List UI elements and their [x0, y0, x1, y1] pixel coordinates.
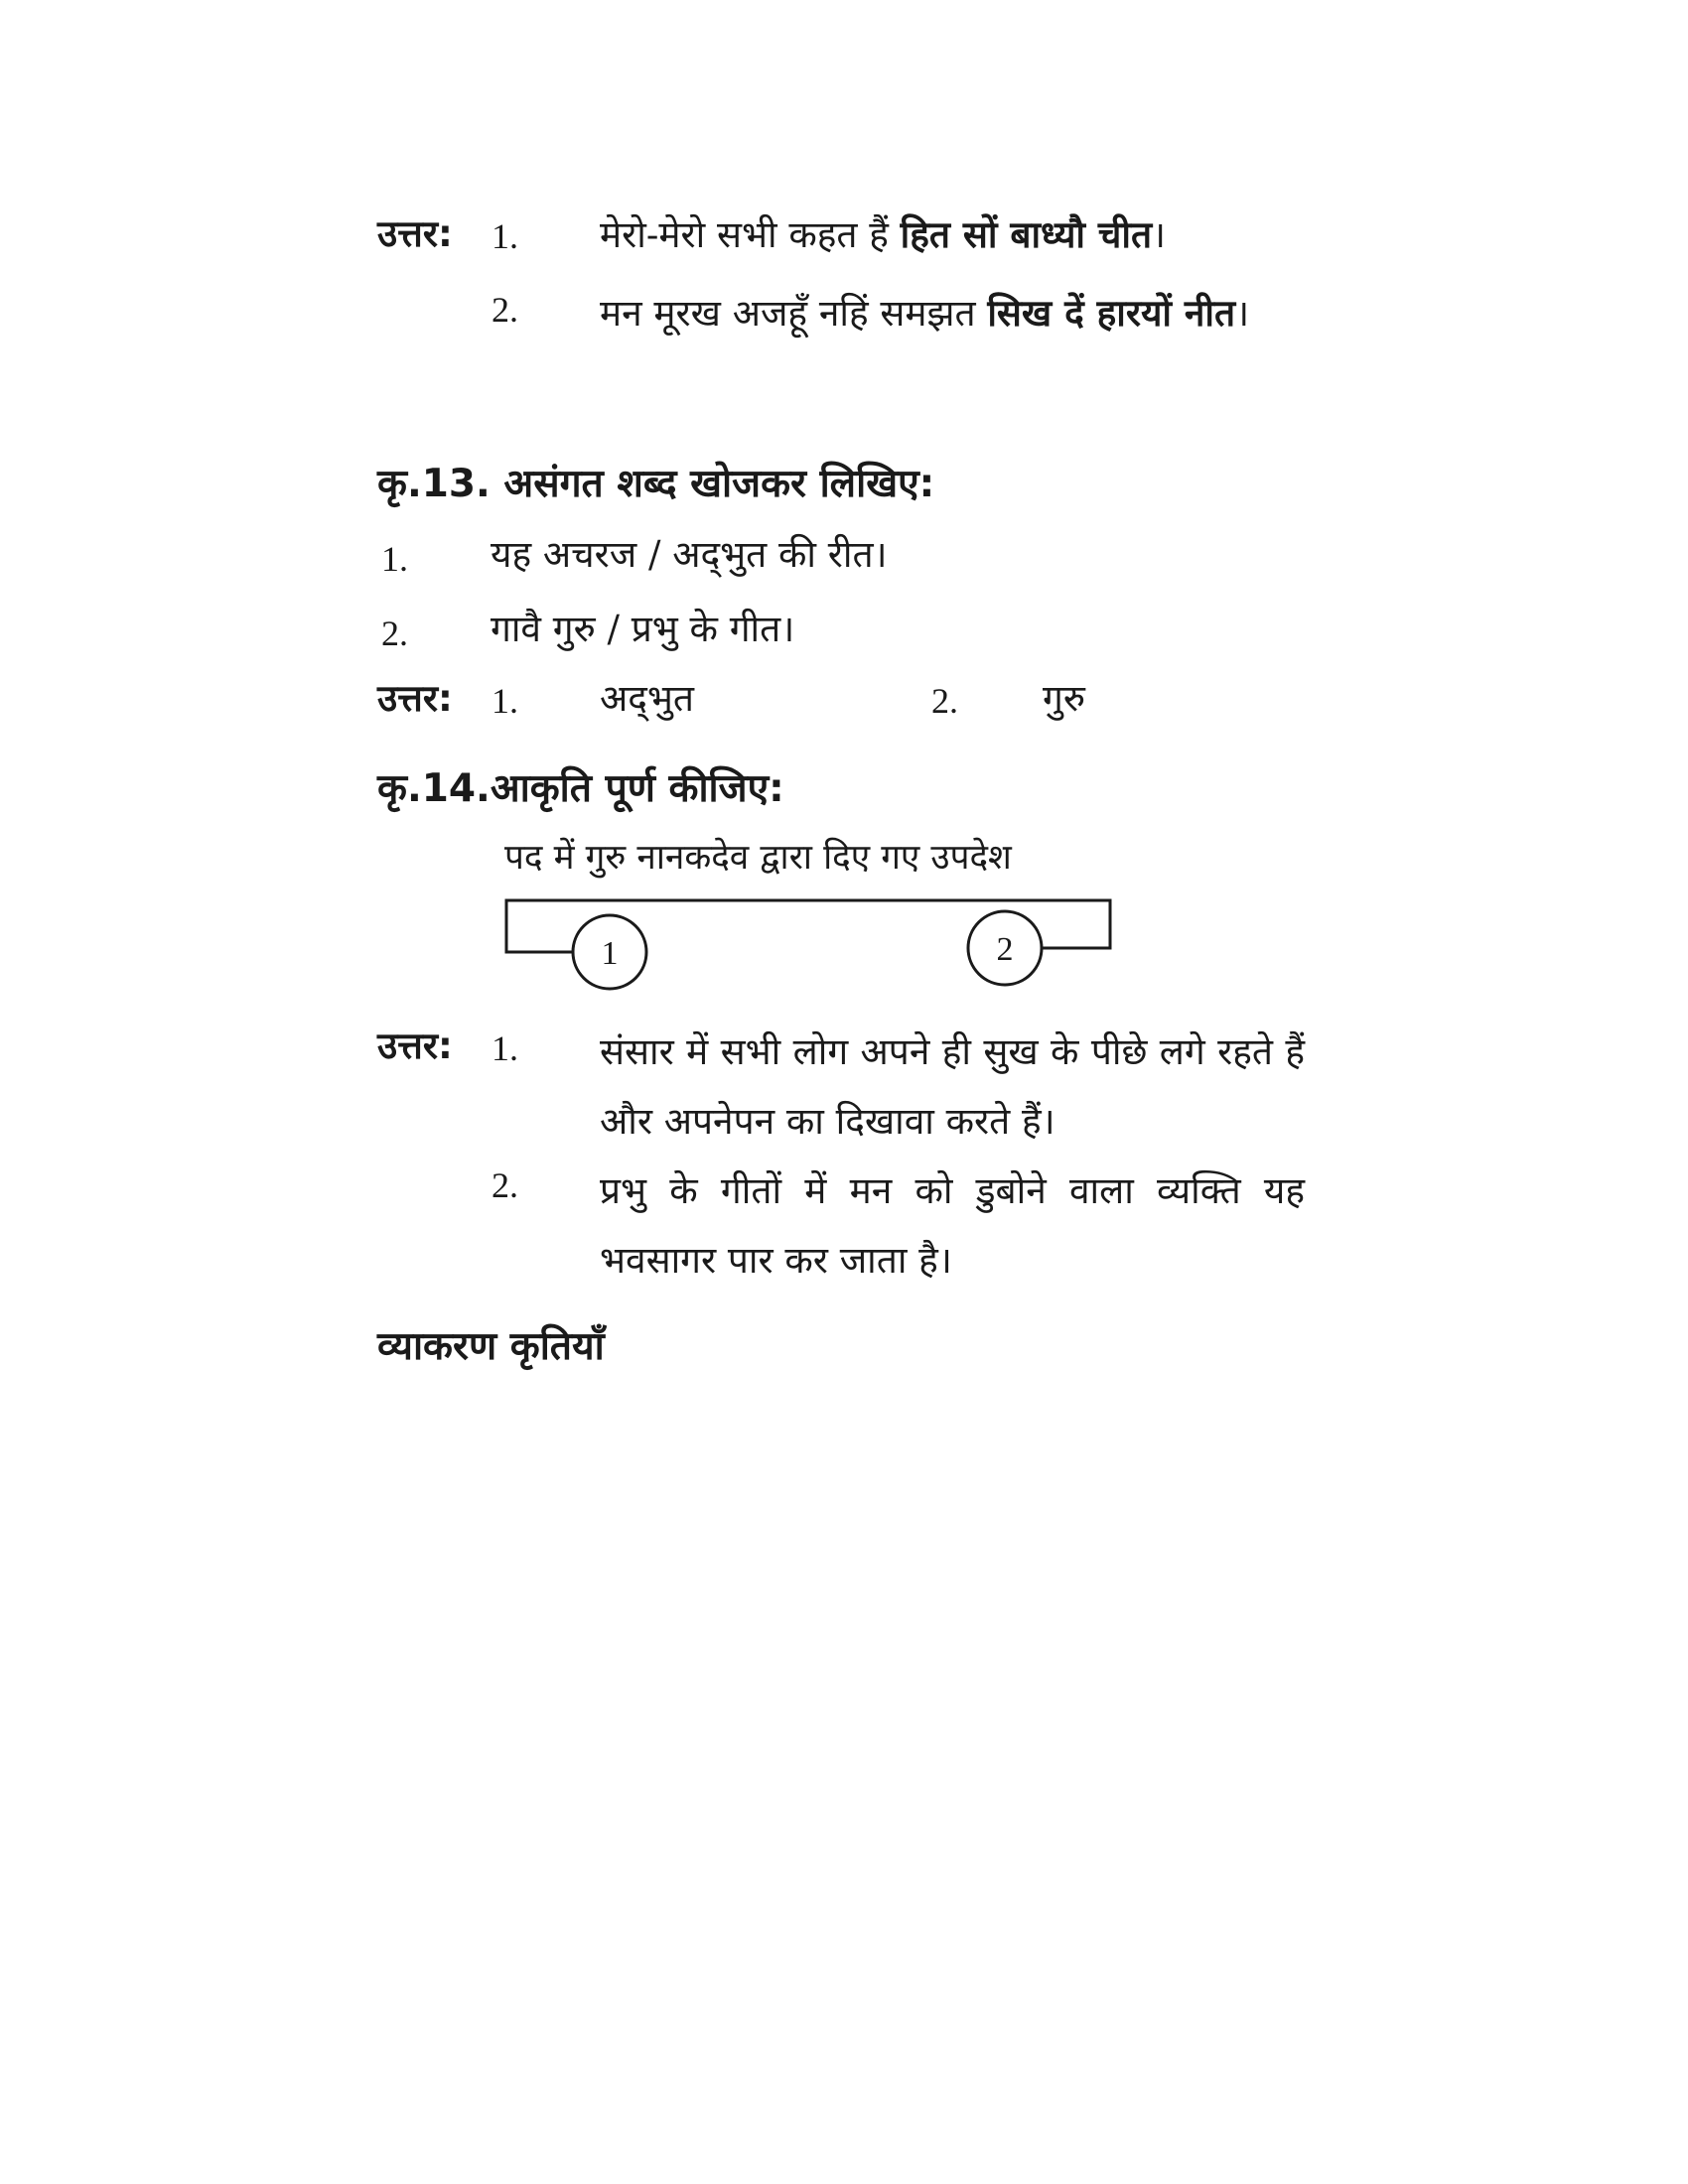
- answer-paragraph: संसार में सभी लोग अपने ही सुख के पीछे लगे रहते हैं और अपनेपन का दिखावा करते हैं।: [600, 1030, 1305, 1143]
- item-text: यह अचरज / अद्‌भुत की रीत।: [491, 533, 888, 576]
- section-heading: व्याकरण कृतियाँ: [377, 1324, 605, 1369]
- answer-bold-text: सिख दें हारयों नीत: [987, 291, 1236, 335]
- question-heading: कृ.14.आकृति पूर्ण कीजिए:: [377, 766, 784, 811]
- answer-number: 2.: [492, 290, 518, 330]
- answer-number: 1.: [492, 1028, 518, 1068]
- answer-number: 1.: [492, 216, 518, 256]
- answer-text: अद्‌भुत: [600, 677, 695, 720]
- answer-text: गुरु: [1043, 677, 1085, 720]
- question-heading: कृ.13. असंगत शब्द खोजकर लिखिए:: [377, 462, 935, 506]
- answer-text: मेरो-मेरो सभी कहत हैं: [600, 213, 901, 256]
- answer-paragraph: प्रभु के गीतों में मन को डुबोने वाला व्यक्ति यह भवसागर पार कर जाता है।: [600, 1169, 1305, 1282]
- item-number: 1.: [381, 539, 408, 579]
- answer-end: ।: [1152, 213, 1167, 256]
- answer-text: मन मूरख अजहूँ नहिं समझत: [600, 292, 988, 335]
- diagram: [496, 888, 1132, 1003]
- answer-end: ।: [1235, 292, 1250, 335]
- answer-number: 2.: [492, 1165, 518, 1205]
- answer-label: उत्तर:: [377, 677, 453, 720]
- answer-number: 2.: [931, 681, 958, 721]
- answer-label: उत्तर:: [377, 1024, 453, 1067]
- item-text: गावै गुरु / प्रभु के गीत।: [491, 608, 795, 650]
- answer-bold-text: हित सों बाध्यौ चीत: [900, 212, 1153, 256]
- diagram-node-1-label: 1: [601, 935, 619, 972]
- answer-paragraph: [600, 278, 1305, 348]
- answer-label: उत्तर:: [377, 212, 453, 255]
- answer-line: [600, 210, 1166, 259]
- item-number: 2.: [381, 614, 408, 653]
- diagram-title: पद में गुरु नानकदेव द्वारा दिए गए उपदेश: [504, 838, 1012, 878]
- answer-number: 1.: [492, 681, 518, 721]
- diagram-node-2-label: 2: [996, 931, 1014, 968]
